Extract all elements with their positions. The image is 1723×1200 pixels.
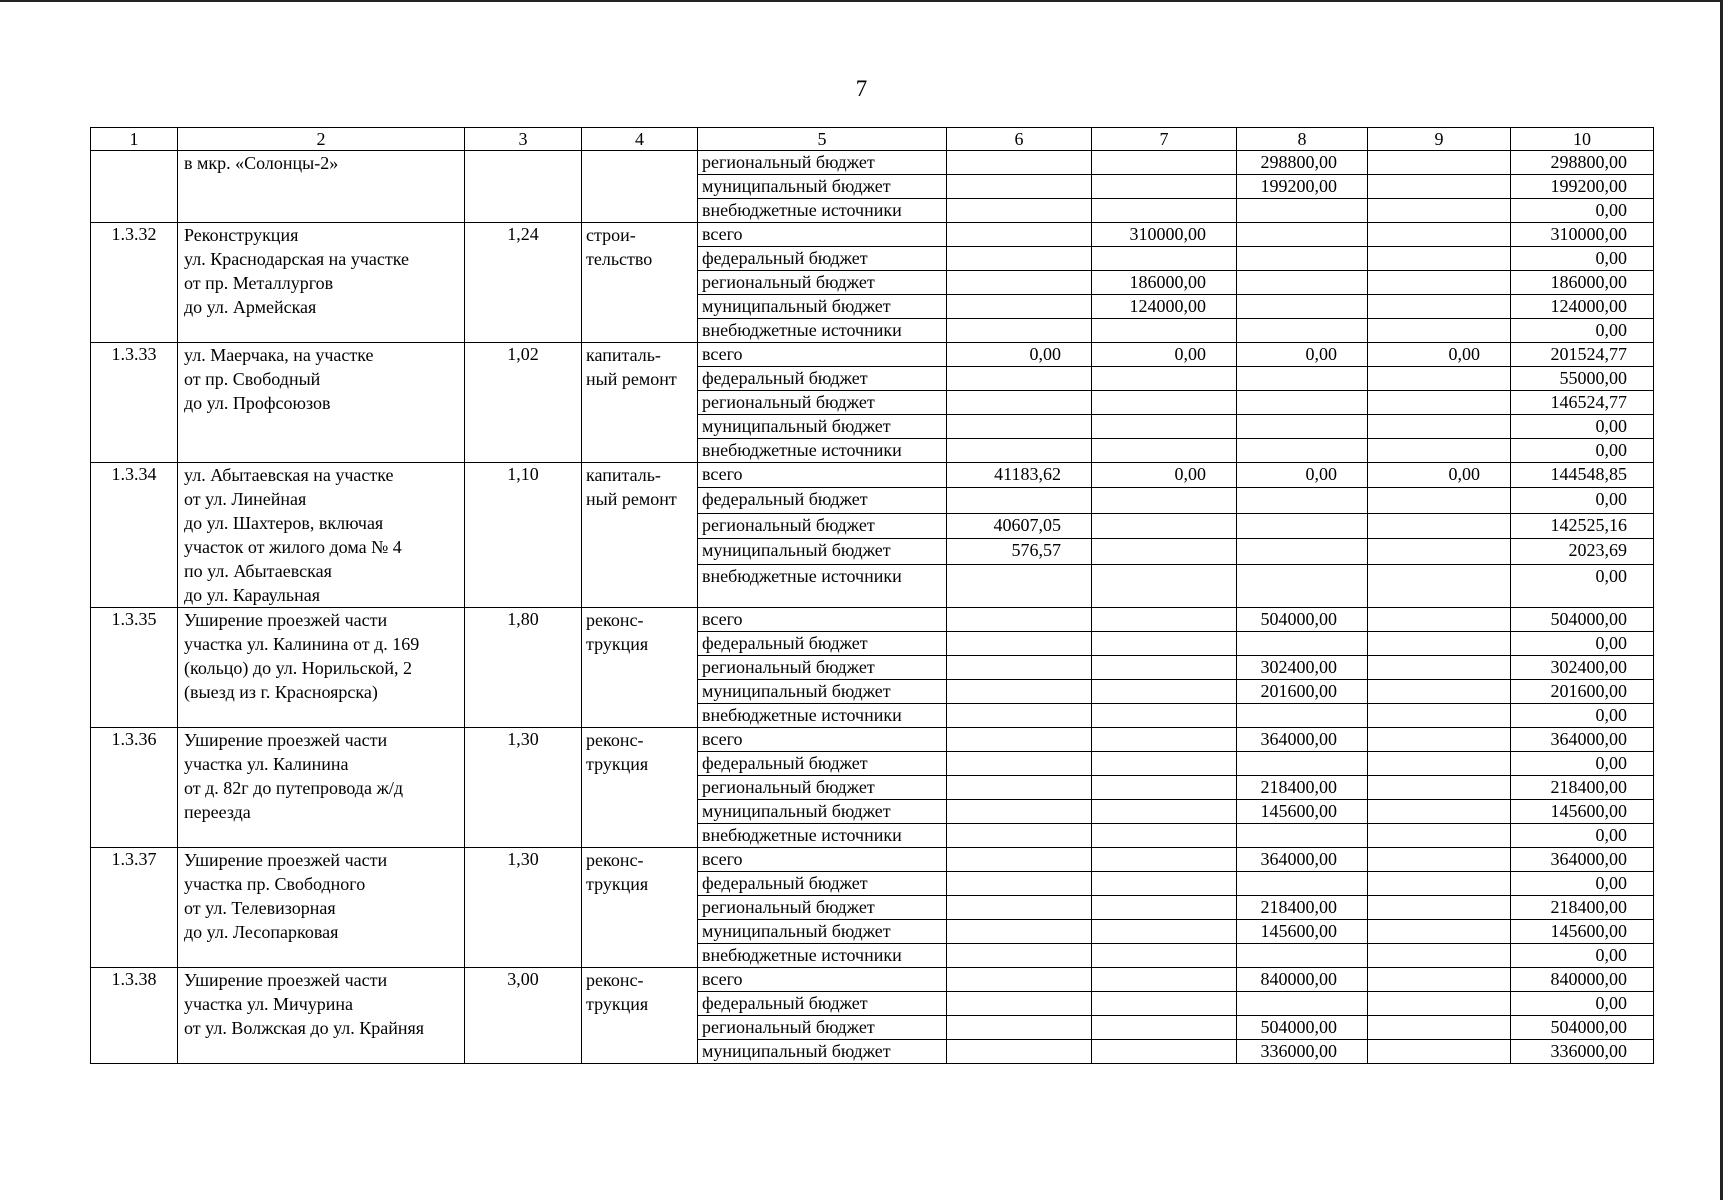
project-name: Уширение проезжей части участка ул. Калинина от д. 169 (кольцо) до ул. Норильской, 2 (выезд из г. Красноярска) bbox=[178, 608, 465, 728]
work-type: строи- тельство bbox=[582, 223, 698, 343]
amount-col9: 0,00 bbox=[1368, 343, 1511, 367]
amount-col7 bbox=[1092, 824, 1237, 848]
amount-col6 bbox=[947, 752, 1092, 776]
amount-col9 bbox=[1368, 439, 1511, 463]
amount-col8 bbox=[1237, 439, 1368, 463]
amount-col6 bbox=[947, 391, 1092, 415]
amount-col7 bbox=[1092, 1016, 1237, 1040]
amount-col9 bbox=[1368, 199, 1511, 223]
funding-source: внебюджетные источники bbox=[698, 564, 947, 607]
amount-col8: 364000,00 bbox=[1237, 728, 1368, 752]
amount-total: 504000,00 bbox=[1511, 608, 1654, 632]
amount-col7: 124000,00 bbox=[1092, 295, 1237, 319]
amount-col8: 201600,00 bbox=[1237, 680, 1368, 704]
amount-col6 bbox=[947, 656, 1092, 680]
funding-source: федеральный бюджет bbox=[698, 247, 947, 271]
amount-col9 bbox=[1368, 564, 1511, 607]
amount-col8 bbox=[1237, 415, 1368, 439]
amount-col9 bbox=[1368, 175, 1511, 199]
amount-col7 bbox=[1092, 439, 1237, 463]
amount-col9 bbox=[1368, 1016, 1511, 1040]
amount-col6 bbox=[947, 175, 1092, 199]
amount-col8: 145600,00 bbox=[1237, 800, 1368, 824]
amount-col9 bbox=[1368, 800, 1511, 824]
amount-col6 bbox=[947, 295, 1092, 319]
amount-col6 bbox=[947, 680, 1092, 704]
amount-col9 bbox=[1368, 295, 1511, 319]
amount-total: 0,00 bbox=[1511, 247, 1654, 271]
amount-col8: 840000,00 bbox=[1237, 968, 1368, 992]
column-header: 6 bbox=[947, 128, 1092, 151]
amount-total: 199200,00 bbox=[1511, 175, 1654, 199]
amount-col7 bbox=[1092, 776, 1237, 800]
project-row bbox=[91, 151, 1654, 175]
amount-col6 bbox=[947, 247, 1092, 271]
amount-col8: 302400,00 bbox=[1237, 656, 1368, 680]
amount-total: 218400,00 bbox=[1511, 776, 1654, 800]
amount-col6 bbox=[947, 800, 1092, 824]
amount-col8: 218400,00 bbox=[1237, 776, 1368, 800]
work-type: реконс- трукция bbox=[582, 728, 698, 848]
amount-col6 bbox=[947, 488, 1092, 513]
work-type bbox=[582, 151, 698, 223]
amount-col7 bbox=[1092, 513, 1237, 538]
column-header: 9 bbox=[1368, 128, 1511, 151]
funding-source: региональный бюджет bbox=[698, 896, 947, 920]
amount-col7 bbox=[1092, 1040, 1237, 1064]
funding-source: региональный бюджет bbox=[698, 513, 947, 538]
amount-total: 840000,00 bbox=[1511, 968, 1654, 992]
amount-col8 bbox=[1237, 824, 1368, 848]
funding-source: муниципальный бюджет bbox=[698, 415, 947, 439]
funding-source: федеральный бюджет bbox=[698, 488, 947, 513]
funding-source: внебюджетные источники bbox=[698, 824, 947, 848]
funding-source: муниципальный бюджет bbox=[698, 680, 947, 704]
amount-total: 0,00 bbox=[1511, 992, 1654, 1016]
amount-col7 bbox=[1092, 539, 1237, 564]
amount-col6 bbox=[947, 776, 1092, 800]
project-row bbox=[91, 968, 1654, 992]
amount-col8 bbox=[1237, 539, 1368, 564]
amount-col9: 0,00 bbox=[1368, 463, 1511, 488]
funding-source: внебюджетные источники bbox=[698, 439, 947, 463]
funding-source: всего bbox=[698, 848, 947, 872]
amount-total: 504000,00 bbox=[1511, 1016, 1654, 1040]
amount-col7 bbox=[1092, 920, 1237, 944]
amount-col7 bbox=[1092, 391, 1237, 415]
funding-source: федеральный бюджет bbox=[698, 367, 947, 391]
amount-total: 298800,00 bbox=[1511, 151, 1654, 175]
amount-col7 bbox=[1092, 367, 1237, 391]
amount-col9 bbox=[1368, 539, 1511, 564]
amount-col8 bbox=[1237, 391, 1368, 415]
amount-col7 bbox=[1092, 968, 1237, 992]
project-row bbox=[91, 728, 1654, 752]
funding-source: всего bbox=[698, 968, 947, 992]
amount-col9 bbox=[1368, 896, 1511, 920]
amount-col7 bbox=[1092, 872, 1237, 896]
amount-total: 144548,85 bbox=[1511, 463, 1654, 488]
amount-total: 0,00 bbox=[1511, 824, 1654, 848]
amount-col7 bbox=[1092, 728, 1237, 752]
amount-total: 364000,00 bbox=[1511, 848, 1654, 872]
amount-col8: 504000,00 bbox=[1237, 608, 1368, 632]
project-length: 1,80 bbox=[465, 608, 582, 728]
amount-col6 bbox=[947, 271, 1092, 295]
amount-col9 bbox=[1368, 776, 1511, 800]
page-number: 7 bbox=[855, 76, 868, 101]
amount-col6: 576,57 bbox=[947, 539, 1092, 564]
project-name: ул. Абытаевская на участке от ул. Линейная до ул. Шахтеров, включая участок от жилого дома № 4 по ул. Абытаевская до ул. Караульная bbox=[178, 463, 465, 608]
amount-col7 bbox=[1092, 896, 1237, 920]
amount-total: 201524,77 bbox=[1511, 343, 1654, 367]
amount-col9 bbox=[1368, 968, 1511, 992]
amount-col8 bbox=[1237, 223, 1368, 247]
amount-col9 bbox=[1368, 271, 1511, 295]
amount-col6 bbox=[947, 704, 1092, 728]
amount-col8: 218400,00 bbox=[1237, 896, 1368, 920]
funding-source: всего bbox=[698, 223, 947, 247]
amount-col7 bbox=[1092, 680, 1237, 704]
funding-source: муниципальный бюджет bbox=[698, 800, 947, 824]
project-length: 1,02 bbox=[465, 343, 582, 463]
project-number: 1.3.34 bbox=[91, 463, 178, 608]
amount-col7 bbox=[1092, 564, 1237, 607]
funding-source: региональный бюджет bbox=[698, 151, 947, 175]
funding-source: всего bbox=[698, 343, 947, 367]
amount-col9 bbox=[1368, 944, 1511, 968]
funding-source: федеральный бюджет bbox=[698, 872, 947, 896]
amount-col9 bbox=[1368, 1040, 1511, 1064]
amount-col7 bbox=[1092, 199, 1237, 223]
amount-col7: 310000,00 bbox=[1092, 223, 1237, 247]
amount-col7 bbox=[1092, 175, 1237, 199]
amount-col9 bbox=[1368, 656, 1511, 680]
amount-col8: 336000,00 bbox=[1237, 1040, 1368, 1064]
amount-col6 bbox=[947, 920, 1092, 944]
amount-col6: 41183,62 bbox=[947, 463, 1092, 488]
amount-total: 186000,00 bbox=[1511, 271, 1654, 295]
amount-col9 bbox=[1368, 151, 1511, 175]
project-number bbox=[91, 151, 178, 223]
amount-col8 bbox=[1237, 564, 1368, 607]
amount-total: 142525,16 bbox=[1511, 513, 1654, 538]
amount-col9 bbox=[1368, 704, 1511, 728]
amount-col8: 0,00 bbox=[1237, 343, 1368, 367]
amount-col9 bbox=[1368, 488, 1511, 513]
amount-col8 bbox=[1237, 944, 1368, 968]
column-header: 2 bbox=[178, 128, 465, 151]
amount-col8: 298800,00 bbox=[1237, 151, 1368, 175]
amount-col8 bbox=[1237, 992, 1368, 1016]
table-body bbox=[91, 128, 1654, 1064]
project-number: 1.3.35 bbox=[91, 608, 178, 728]
amount-col6 bbox=[947, 199, 1092, 223]
amount-col9 bbox=[1368, 367, 1511, 391]
column-header: 8 bbox=[1237, 128, 1368, 151]
amount-col6 bbox=[947, 415, 1092, 439]
project-length: 1,30 bbox=[465, 728, 582, 848]
amount-total: 0,00 bbox=[1511, 488, 1654, 513]
amount-col6 bbox=[947, 944, 1092, 968]
amount-col7 bbox=[1092, 656, 1237, 680]
amount-col8 bbox=[1237, 271, 1368, 295]
amount-col7 bbox=[1092, 704, 1237, 728]
amount-col6: 40607,05 bbox=[947, 513, 1092, 538]
amount-col7 bbox=[1092, 488, 1237, 513]
amount-col7 bbox=[1092, 319, 1237, 343]
amount-col6 bbox=[947, 1040, 1092, 1064]
amount-total: 0,00 bbox=[1511, 199, 1654, 223]
column-header: 1 bbox=[91, 128, 178, 151]
amount-total: 0,00 bbox=[1511, 632, 1654, 656]
project-name: в мкр. «Солонцы-2» bbox=[178, 151, 465, 223]
amount-total: 55000,00 bbox=[1511, 367, 1654, 391]
amount-total: 0,00 bbox=[1511, 319, 1654, 343]
amount-col6 bbox=[947, 151, 1092, 175]
funding-source: муниципальный бюджет bbox=[698, 920, 947, 944]
project-length: 1,24 bbox=[465, 223, 582, 343]
project-number: 1.3.33 bbox=[91, 343, 178, 463]
amount-col8: 145600,00 bbox=[1237, 920, 1368, 944]
work-type: капиталь- ный ремонт bbox=[582, 343, 698, 463]
project-name: Уширение проезжей части участка пр. Свободного от ул. Телевизорная до ул. Лесопарковая bbox=[178, 848, 465, 968]
column-header: 5 bbox=[698, 128, 947, 151]
amount-col8 bbox=[1237, 752, 1368, 776]
amount-col6 bbox=[947, 1016, 1092, 1040]
amount-col9 bbox=[1368, 247, 1511, 271]
funding-source: муниципальный бюджет bbox=[698, 175, 947, 199]
funding-source: муниципальный бюджет bbox=[698, 1040, 947, 1064]
amount-col7 bbox=[1092, 848, 1237, 872]
amount-total: 0,00 bbox=[1511, 872, 1654, 896]
amount-total: 0,00 bbox=[1511, 704, 1654, 728]
work-type: капиталь- ный ремонт bbox=[582, 463, 698, 608]
amount-total: 145600,00 bbox=[1511, 920, 1654, 944]
project-row bbox=[91, 463, 1654, 488]
amount-total: 201600,00 bbox=[1511, 680, 1654, 704]
funding-source: внебюджетные источники bbox=[698, 944, 947, 968]
amount-col6 bbox=[947, 319, 1092, 343]
amount-col8: 199200,00 bbox=[1237, 175, 1368, 199]
project-name: Реконструкция ул. Краснодарская на участке от пр. Металлургов до ул. Армейская bbox=[178, 223, 465, 343]
work-type: реконс- трукция bbox=[582, 848, 698, 968]
funding-source: всего bbox=[698, 608, 947, 632]
amount-col8 bbox=[1237, 367, 1368, 391]
amount-col7 bbox=[1092, 944, 1237, 968]
project-row bbox=[91, 343, 1654, 367]
project-number: 1.3.36 bbox=[91, 728, 178, 848]
amount-col9 bbox=[1368, 415, 1511, 439]
amount-total: 124000,00 bbox=[1511, 295, 1654, 319]
column-header: 10 bbox=[1511, 128, 1654, 151]
funding-source: федеральный бюджет bbox=[698, 992, 947, 1016]
funding-source: внебюджетные источники bbox=[698, 319, 947, 343]
amount-col7 bbox=[1092, 632, 1237, 656]
project-name: Уширение проезжей части участка ул. Мичурина от ул. Волжская до ул. Крайняя bbox=[178, 968, 465, 1064]
amount-total: 0,00 bbox=[1511, 439, 1654, 463]
amount-col6 bbox=[947, 872, 1092, 896]
work-type: реконс- трукция bbox=[582, 968, 698, 1064]
amount-col9 bbox=[1368, 920, 1511, 944]
funding-source: всего bbox=[698, 463, 947, 488]
amount-total: 0,00 bbox=[1511, 944, 1654, 968]
column-header: 4 bbox=[582, 128, 698, 151]
amount-total: 0,00 bbox=[1511, 752, 1654, 776]
column-number-row bbox=[91, 128, 1654, 151]
column-header: 7 bbox=[1092, 128, 1237, 151]
amount-col6 bbox=[947, 824, 1092, 848]
amount-col8 bbox=[1237, 872, 1368, 896]
funding-source: региональный бюджет bbox=[698, 1016, 947, 1040]
amount-col6 bbox=[947, 632, 1092, 656]
funding-source: муниципальный бюджет bbox=[698, 539, 947, 564]
amount-col8 bbox=[1237, 247, 1368, 271]
amount-total: 2023,69 bbox=[1511, 539, 1654, 564]
budget-table bbox=[90, 127, 1654, 1064]
project-name: ул. Маерчака, на участке от пр. Свободный до ул. Профсоюзов bbox=[178, 343, 465, 463]
amount-col9 bbox=[1368, 824, 1511, 848]
amount-col9 bbox=[1368, 391, 1511, 415]
amount-col6 bbox=[947, 367, 1092, 391]
amount-total: 310000,00 bbox=[1511, 223, 1654, 247]
funding-source: всего bbox=[698, 728, 947, 752]
amount-col8 bbox=[1237, 513, 1368, 538]
amount-col7 bbox=[1092, 992, 1237, 1016]
amount-total: 302400,00 bbox=[1511, 656, 1654, 680]
amount-col7 bbox=[1092, 608, 1237, 632]
funding-source: внебюджетные источники bbox=[698, 199, 947, 223]
scan-edge-top bbox=[0, 0, 1723, 2]
amount-col8: 0,00 bbox=[1237, 463, 1368, 488]
amount-col7 bbox=[1092, 151, 1237, 175]
amount-col8 bbox=[1237, 199, 1368, 223]
column-header: 3 bbox=[465, 128, 582, 151]
amount-col7 bbox=[1092, 752, 1237, 776]
amount-col6 bbox=[947, 564, 1092, 607]
amount-total: 146524,77 bbox=[1511, 391, 1654, 415]
amount-col8 bbox=[1237, 295, 1368, 319]
amount-col8 bbox=[1237, 704, 1368, 728]
funding-source: региональный бюджет bbox=[698, 656, 947, 680]
amount-col6 bbox=[947, 439, 1092, 463]
amount-col7 bbox=[1092, 800, 1237, 824]
project-number: 1.3.37 bbox=[91, 848, 178, 968]
project-length: 3,00 bbox=[465, 968, 582, 1064]
amount-total: 336000,00 bbox=[1511, 1040, 1654, 1064]
amount-col8: 504000,00 bbox=[1237, 1016, 1368, 1040]
funding-source: внебюджетные источники bbox=[698, 704, 947, 728]
amount-total: 364000,00 bbox=[1511, 728, 1654, 752]
amount-col9 bbox=[1368, 319, 1511, 343]
funding-source: федеральный бюджет bbox=[698, 752, 947, 776]
amount-col7 bbox=[1092, 415, 1237, 439]
funding-source: федеральный бюджет bbox=[698, 632, 947, 656]
funding-source: муниципальный бюджет bbox=[698, 295, 947, 319]
amount-col9 bbox=[1368, 608, 1511, 632]
project-row bbox=[91, 608, 1654, 632]
project-row bbox=[91, 223, 1654, 247]
project-length bbox=[465, 151, 582, 223]
funding-source: региональный бюджет bbox=[698, 391, 947, 415]
amount-col6 bbox=[947, 968, 1092, 992]
amount-col9 bbox=[1368, 728, 1511, 752]
amount-total: 0,00 bbox=[1511, 564, 1654, 607]
funding-source: региональный бюджет bbox=[698, 776, 947, 800]
project-length: 1,30 bbox=[465, 848, 582, 968]
project-length: 1,10 bbox=[465, 463, 582, 608]
amount-col9 bbox=[1368, 872, 1511, 896]
amount-col6 bbox=[947, 608, 1092, 632]
amount-col9 bbox=[1368, 752, 1511, 776]
funding-source: региональный бюджет bbox=[698, 271, 947, 295]
amount-col9 bbox=[1368, 680, 1511, 704]
work-type: реконс- трукция bbox=[582, 608, 698, 728]
amount-col9 bbox=[1368, 992, 1511, 1016]
amount-total: 0,00 bbox=[1511, 415, 1654, 439]
amount-col6 bbox=[947, 992, 1092, 1016]
amount-total: 218400,00 bbox=[1511, 896, 1654, 920]
amount-col6: 0,00 bbox=[947, 343, 1092, 367]
amount-col9 bbox=[1368, 223, 1511, 247]
amount-col9 bbox=[1368, 632, 1511, 656]
amount-col7: 186000,00 bbox=[1092, 271, 1237, 295]
project-number: 1.3.38 bbox=[91, 968, 178, 1064]
project-number: 1.3.32 bbox=[91, 223, 178, 343]
amount-col7: 0,00 bbox=[1092, 343, 1237, 367]
amount-col8 bbox=[1237, 632, 1368, 656]
amount-col6 bbox=[947, 223, 1092, 247]
amount-col8 bbox=[1237, 488, 1368, 513]
project-row bbox=[91, 848, 1654, 872]
amount-col8: 364000,00 bbox=[1237, 848, 1368, 872]
amount-col7: 0,00 bbox=[1092, 463, 1237, 488]
amount-col9 bbox=[1368, 848, 1511, 872]
amount-col7 bbox=[1092, 247, 1237, 271]
project-name: Уширение проезжей части участка ул. Калинина от д. 82г до путепровода ж/д переезда bbox=[178, 728, 465, 848]
amount-col6 bbox=[947, 848, 1092, 872]
amount-col6 bbox=[947, 896, 1092, 920]
amount-total: 145600,00 bbox=[1511, 800, 1654, 824]
amount-col8 bbox=[1237, 319, 1368, 343]
amount-col6 bbox=[947, 728, 1092, 752]
amount-col9 bbox=[1368, 513, 1511, 538]
